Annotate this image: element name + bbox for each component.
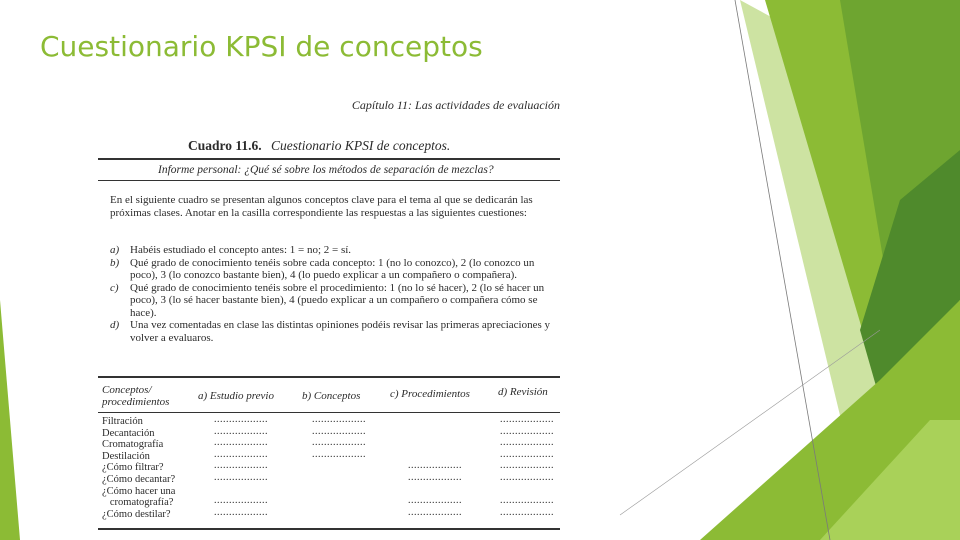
intro-paragraph: En el siguiente cuadro se presentan algunos conceptos clave para el tema al que se dedicarán las próximas clases. Anotar en la casilla correspondiente las respuestas a las siguientes cuestiones: xyxy=(110,194,533,219)
header-d: d) Revisión xyxy=(498,386,548,398)
answer-blank-c: .................. xyxy=(408,495,462,507)
question-item xyxy=(110,257,550,282)
question-item xyxy=(110,282,550,320)
answer-blank-b: .................. xyxy=(312,437,366,449)
question-text: Qué grado de conocimiento tenéis sobre el procedimiento: 1 (no lo sé hacer), 2 (lo sé hacer un poco), 3 (lo sé hacer bastante bien), 4 (puedo explicar a un compañero o compañera cómo se hace). xyxy=(130,281,545,319)
cuadro-number: Cuadro 11.6. xyxy=(188,138,262,153)
concept-cell: ¿Cómo decantar? xyxy=(102,473,176,485)
answer-blank-a: .................. xyxy=(214,414,268,425)
answer-blank-d: .................. xyxy=(500,437,554,449)
table-bottom-rule xyxy=(98,528,560,530)
question-text: Habéis estudiado el concepto antes: 1 = no; 2 = sí. xyxy=(130,244,352,256)
answer-blank-b: .................. xyxy=(312,425,366,437)
question-list xyxy=(110,244,550,344)
answer-blank-d: .................. xyxy=(500,460,554,472)
table-row xyxy=(102,448,560,463)
informe-subtitle: Informe personal: ¿Qué sé sobre los métodos de separación de mezclas? xyxy=(158,164,494,176)
answer-blank-d: .................. xyxy=(500,425,554,437)
left-accent-shape xyxy=(0,300,20,540)
answer-blank-d: .................. xyxy=(500,448,554,460)
answer-blank-a: .................. xyxy=(214,471,268,483)
concept-cell: ¿Cómo filtrar? xyxy=(102,462,164,474)
answer-blank-d: .................. xyxy=(500,471,554,483)
table-row xyxy=(102,486,560,498)
answer-blank-b: .................. xyxy=(312,414,366,425)
answer-blank-a: .................. xyxy=(214,506,268,518)
table-row xyxy=(102,462,560,474)
concept-cell: Cromatografía xyxy=(102,439,164,451)
table-body xyxy=(102,416,560,520)
answer-blank-c: .................. xyxy=(408,506,462,518)
table-row xyxy=(102,506,560,521)
question-letter: b) xyxy=(110,256,120,269)
answer-blank-a: .................. xyxy=(214,448,268,460)
answer-blank-a: .................. xyxy=(214,495,268,507)
table-top-rule xyxy=(98,376,560,378)
answer-blank-a: .................. xyxy=(214,425,268,437)
question-text: Qué grado de conocimiento tenéis sobre cada concepto: 1 (no lo conozco), 2 (lo conozco un poco), 3 (lo conozco bastante bien), 4 (lo puedo explicar a un compañero o compañera). xyxy=(130,256,535,281)
answer-blank-d: .................. xyxy=(500,495,554,507)
table-row xyxy=(102,471,560,486)
header-a: a) Estudio previo xyxy=(198,390,274,402)
question-letter: d) xyxy=(110,319,120,331)
table-header xyxy=(102,384,560,412)
concept-cell: ¿Cómo destilar? xyxy=(102,508,171,520)
header-c: c) Procedimientos xyxy=(390,388,470,400)
cuadro-title: Cuestionario KPSI de conceptos. xyxy=(271,138,451,153)
answer-blank-b: .................. xyxy=(312,448,366,460)
answer-blank-d: .................. xyxy=(500,506,554,518)
header-concepts-2: procedimientos xyxy=(102,396,170,408)
table-header-rule xyxy=(98,412,560,413)
chapter-header: Capítulo 11: Las actividades de evaluación xyxy=(351,98,560,112)
question-letter: a) xyxy=(110,244,120,256)
divider xyxy=(98,180,560,181)
scanned-book-page xyxy=(88,82,570,540)
header-concepts: Conceptos/ xyxy=(102,384,152,396)
answer-blank-c: .................. xyxy=(408,460,462,472)
concept-cell: cromatografía? xyxy=(102,497,174,509)
cuadro-heading xyxy=(188,138,450,154)
concept-cell: Destilación xyxy=(102,450,150,462)
slide-title: Cuestionario KPSI de conceptos xyxy=(40,30,483,63)
divider xyxy=(98,158,560,160)
concept-cell: ¿Cómo hacer una xyxy=(102,485,176,497)
question-item xyxy=(110,244,550,257)
question-letter: c) xyxy=(110,281,119,294)
question-text: Una vez comentadas en clase las distintas opiniones podéis revisar las primeras apreciaciones y volver a evaluaros. xyxy=(130,319,550,344)
answer-blank-c: .................. xyxy=(408,471,462,483)
concept-cell: Decantación xyxy=(102,427,155,439)
header-b: b) Conceptos xyxy=(302,390,361,402)
table-row xyxy=(102,497,560,509)
answer-blank-a: .................. xyxy=(214,437,268,449)
answer-blank-d: .................. xyxy=(500,414,554,425)
concept-cell: Filtración xyxy=(102,416,143,427)
answer-blank-a: .................. xyxy=(214,460,268,472)
question-item xyxy=(110,319,550,344)
